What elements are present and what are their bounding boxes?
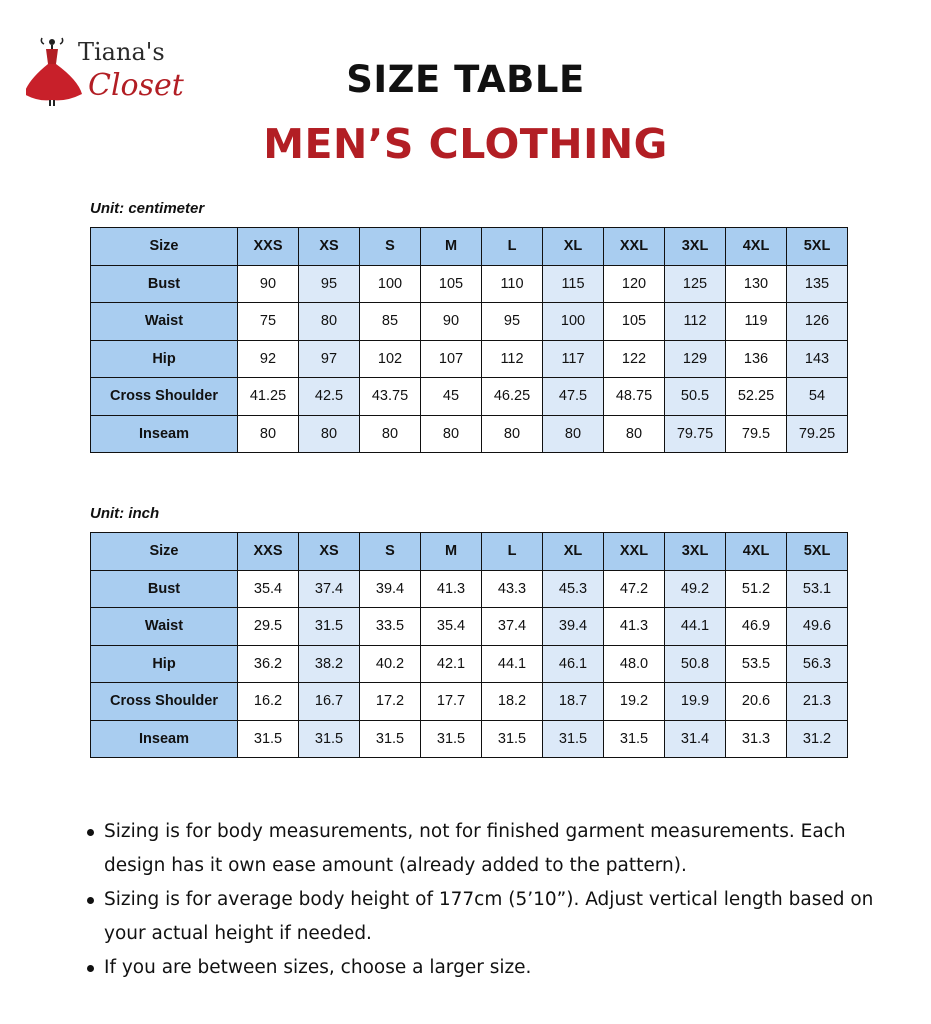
table-row [91, 415, 848, 453]
table-cell: 31.5 [604, 720, 665, 758]
table-row [91, 720, 848, 758]
table-cell: 45 [421, 378, 482, 416]
table-cell: 35.4 [421, 608, 482, 646]
table-cell: 79.25 [787, 415, 848, 453]
table-header-row [91, 533, 848, 571]
row-label: Waist [91, 608, 238, 646]
unit-label-cm: Unit: centimeter [90, 200, 205, 217]
header-cell-size: Size [91, 533, 238, 571]
brand-name-line1: Tiana's [78, 38, 165, 66]
table-cell: 129 [665, 340, 726, 378]
table-row [91, 303, 848, 341]
table-cell: 16.7 [299, 683, 360, 721]
row-label: Inseam [91, 720, 238, 758]
sizing-notes [84, 815, 884, 985]
table-cell: 31.5 [299, 608, 360, 646]
note-item: Sizing is for body measurements, not for finished garment measurements. Each design has it own ease amount (already added to the pattern). [84, 815, 884, 883]
table-cell: 56.3 [787, 645, 848, 683]
table-cell: 90 [421, 303, 482, 341]
table-cell: 31.5 [299, 720, 360, 758]
table-cell: 21.3 [787, 683, 848, 721]
header-cell: XL [543, 533, 604, 571]
header-cell: XXL [604, 533, 665, 571]
table-header-row [91, 228, 848, 266]
table-cell: 42.5 [299, 378, 360, 416]
header-cell: L [482, 228, 543, 266]
table-cell: 49.6 [787, 608, 848, 646]
table-cell: 18.2 [482, 683, 543, 721]
table-cell: 80 [360, 415, 421, 453]
header-cell: 4XL [726, 228, 787, 266]
table-cell: 41.3 [604, 608, 665, 646]
header-cell: 3XL [665, 533, 726, 571]
header-cell: M [421, 533, 482, 571]
table-cell: 36.2 [238, 645, 299, 683]
header-cell-size: Size [91, 228, 238, 266]
table-cell: 53.1 [787, 570, 848, 608]
table-cell: 92 [238, 340, 299, 378]
row-label: Hip [91, 340, 238, 378]
table-cell: 80 [299, 303, 360, 341]
table-cell: 31.5 [421, 720, 482, 758]
table-cell: 47.5 [543, 378, 604, 416]
table-cell: 49.2 [665, 570, 726, 608]
table-cell: 53.5 [726, 645, 787, 683]
table-cell: 135 [787, 265, 848, 303]
table-cell: 17.2 [360, 683, 421, 721]
table-cell: 136 [726, 340, 787, 378]
table-cell: 48.75 [604, 378, 665, 416]
table-row [91, 608, 848, 646]
table-cell: 19.2 [604, 683, 665, 721]
table-cell: 80 [482, 415, 543, 453]
table-cell: 85 [360, 303, 421, 341]
row-label: Cross Shoulder [91, 378, 238, 416]
header-cell: S [360, 533, 421, 571]
table-cell: 80 [238, 415, 299, 453]
note-item: Sizing is for average body height of 177cm (5’10”). Adjust vertical length based on your actual height if needed. [84, 883, 884, 951]
table-cell: 31.5 [543, 720, 604, 758]
table-cell: 117 [543, 340, 604, 378]
table-cell: 46.25 [482, 378, 543, 416]
table-cell: 41.3 [421, 570, 482, 608]
table-cell: 110 [482, 265, 543, 303]
table-row [91, 570, 848, 608]
row-label: Inseam [91, 415, 238, 453]
table-cell: 31.2 [787, 720, 848, 758]
header-cell: L [482, 533, 543, 571]
table-cell: 112 [482, 340, 543, 378]
table-cell: 126 [787, 303, 848, 341]
page-subtitle: MEN’S CLOTHING [263, 120, 668, 168]
row-label: Waist [91, 303, 238, 341]
table-cell: 122 [604, 340, 665, 378]
header-cell: XXL [604, 228, 665, 266]
unit-label-inch: Unit: inch [90, 505, 160, 522]
table-cell: 105 [604, 303, 665, 341]
header-cell: 3XL [665, 228, 726, 266]
table-cell: 115 [543, 265, 604, 303]
table-cell: 20.6 [726, 683, 787, 721]
table-cell: 80 [421, 415, 482, 453]
header-cell: S [360, 228, 421, 266]
table-cell: 130 [726, 265, 787, 303]
row-label: Hip [91, 645, 238, 683]
table-row [91, 645, 848, 683]
table-row [91, 683, 848, 721]
table-cell: 18.7 [543, 683, 604, 721]
table-cell: 29.5 [238, 608, 299, 646]
table-cell: 48.0 [604, 645, 665, 683]
table-cell: 35.4 [238, 570, 299, 608]
table-cell: 43.3 [482, 570, 543, 608]
table-cell: 125 [665, 265, 726, 303]
table-cell: 100 [360, 265, 421, 303]
table-cell: 44.1 [665, 608, 726, 646]
table-cell: 16.2 [238, 683, 299, 721]
table-cell: 112 [665, 303, 726, 341]
table-cell: 100 [543, 303, 604, 341]
table-cell: 80 [299, 415, 360, 453]
table-cell: 37.4 [299, 570, 360, 608]
table-cell: 40.2 [360, 645, 421, 683]
size-table-centimeter [90, 227, 848, 453]
table-cell: 120 [604, 265, 665, 303]
table-cell: 41.25 [238, 378, 299, 416]
table-row [91, 378, 848, 416]
row-label: Bust [91, 265, 238, 303]
size-table-inch [90, 532, 848, 758]
size-table-cm-panel [80, 200, 857, 453]
table-cell: 31.4 [665, 720, 726, 758]
header-cell: XS [299, 533, 360, 571]
table-cell: 119 [726, 303, 787, 341]
table-cell: 79.75 [665, 415, 726, 453]
size-table-inch-panel [80, 505, 857, 758]
note-item: If you are between sizes, choose a larger size. [84, 951, 884, 985]
header-cell: XS [299, 228, 360, 266]
table-cell: 42.1 [421, 645, 482, 683]
header-cell: 5XL [787, 533, 848, 571]
table-cell: 39.4 [360, 570, 421, 608]
table-cell: 80 [604, 415, 665, 453]
table-cell: 95 [299, 265, 360, 303]
table-cell: 44.1 [482, 645, 543, 683]
table-cell: 47.2 [604, 570, 665, 608]
table-cell: 95 [482, 303, 543, 341]
table-cell: 105 [421, 265, 482, 303]
row-label: Bust [91, 570, 238, 608]
table-cell: 39.4 [543, 608, 604, 646]
table-cell: 19.9 [665, 683, 726, 721]
table-cell: 46.9 [726, 608, 787, 646]
table-cell: 75 [238, 303, 299, 341]
table-cell: 50.8 [665, 645, 726, 683]
table-cell: 54 [787, 378, 848, 416]
header-cell: M [421, 228, 482, 266]
table-cell: 45.3 [543, 570, 604, 608]
table-cell: 31.3 [726, 720, 787, 758]
header-cell: XL [543, 228, 604, 266]
table-cell: 143 [787, 340, 848, 378]
table-cell: 90 [238, 265, 299, 303]
table-cell: 31.5 [238, 720, 299, 758]
header-cell: 5XL [787, 228, 848, 266]
table-cell: 43.75 [360, 378, 421, 416]
table-cell: 46.1 [543, 645, 604, 683]
table-cell: 31.5 [482, 720, 543, 758]
table-cell: 31.5 [360, 720, 421, 758]
brand-name-line2: Closet [88, 68, 184, 103]
table-cell: 107 [421, 340, 482, 378]
header-cell: XXS [238, 533, 299, 571]
table-cell: 17.7 [421, 683, 482, 721]
table-cell: 52.25 [726, 378, 787, 416]
table-cell: 38.2 [299, 645, 360, 683]
table-row [91, 340, 848, 378]
table-row [91, 265, 848, 303]
table-cell: 33.5 [360, 608, 421, 646]
table-cell: 102 [360, 340, 421, 378]
table-cell: 79.5 [726, 415, 787, 453]
row-label: Cross Shoulder [91, 683, 238, 721]
table-cell: 80 [543, 415, 604, 453]
table-cell: 97 [299, 340, 360, 378]
table-cell: 50.5 [665, 378, 726, 416]
table-cell: 37.4 [482, 608, 543, 646]
table-cell: 51.2 [726, 570, 787, 608]
header-cell: XXS [238, 228, 299, 266]
header-cell: 4XL [726, 533, 787, 571]
page-title: SIZE TABLE [346, 58, 585, 101]
